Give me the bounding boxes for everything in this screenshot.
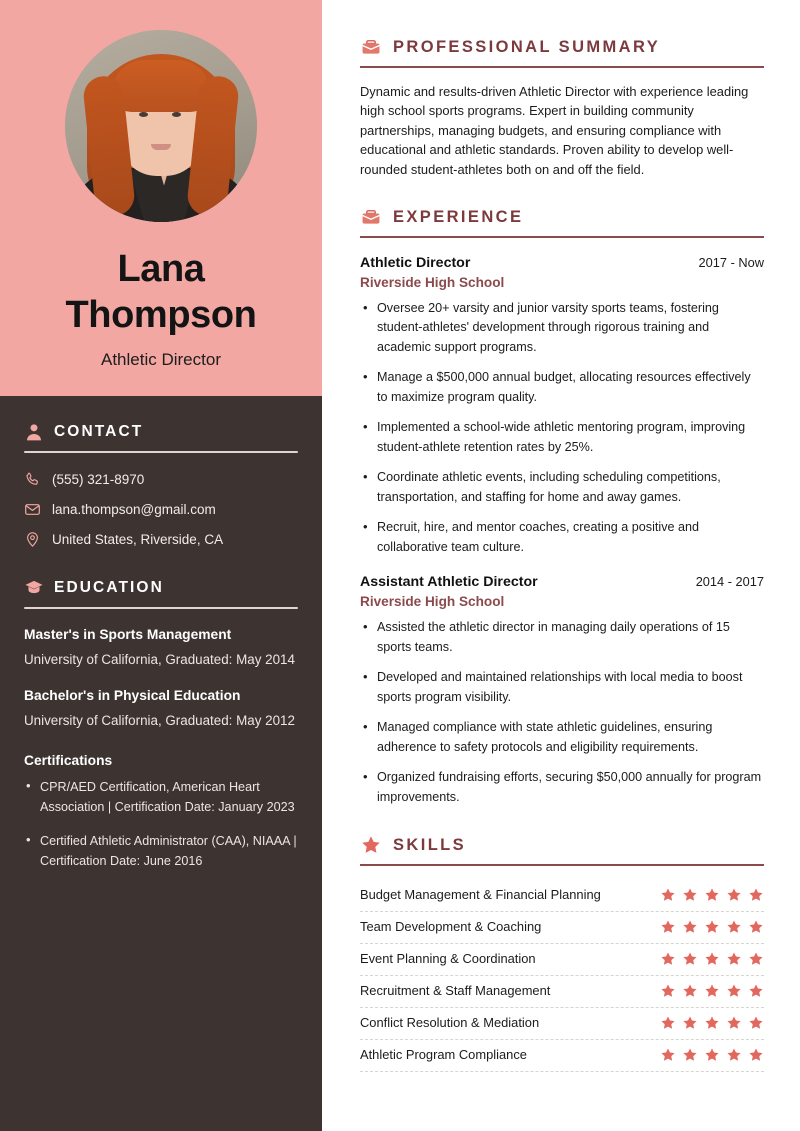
education-section — [24, 578, 298, 871]
skill-row — [360, 944, 764, 976]
briefcase-icon — [360, 206, 382, 228]
rating-star-icon — [748, 1015, 764, 1031]
job-bullet: • Oversee 20+ varsity and junior varsity sports teams, fostering student-athletes' development through rigorous training and academic support programs. — [360, 299, 764, 358]
job-bullet: • Assisted the athletic director in managing daily operations of 15 sports teams. — [360, 618, 764, 657]
experience-job — [360, 574, 764, 807]
contact-item-email[interactable] — [24, 501, 298, 518]
rating-star-icon — [704, 951, 720, 967]
rating-star-icon — [726, 1015, 742, 1031]
skill-name: Recruitment & Staff Management — [360, 983, 551, 999]
job-company: Riverside High School — [360, 274, 505, 290]
rating-star-icon — [704, 887, 720, 903]
skill-row — [360, 976, 764, 1008]
skill-row — [360, 1040, 764, 1072]
rating-star-icon — [682, 919, 698, 935]
rating-star-icon — [726, 887, 742, 903]
rating-star-icon — [660, 887, 676, 903]
rating-star-icon — [726, 951, 742, 967]
skill-row — [360, 1008, 764, 1040]
skills-section — [360, 834, 764, 1072]
certification-item: • CPR/AED Certification, American Heart Association | Certification Date: January 2023 — [24, 777, 298, 817]
job-role: Assistant Athletic Director — [360, 574, 538, 591]
certification-item: • Certified Athletic Administrator (CAA), NIAAA | Certification Date: June 2016 — [24, 831, 298, 871]
contact-section-title: CONTACT — [54, 423, 144, 440]
rating-star-icon — [704, 983, 720, 999]
skill-rating — [660, 1047, 764, 1063]
rating-star-icon — [748, 951, 764, 967]
main-column — [322, 0, 800, 1131]
rating-star-icon — [682, 887, 698, 903]
certifications-list — [24, 777, 298, 871]
location-pin-icon — [24, 531, 41, 548]
graduation-cap-icon — [24, 578, 44, 598]
experience-job — [360, 255, 764, 558]
summary-section-title: PROFESSIONAL SUMMARY — [393, 37, 661, 56]
rating-star-icon — [748, 887, 764, 903]
rating-star-icon — [726, 983, 742, 999]
briefcase-icon — [360, 36, 382, 58]
professional-summary-section — [360, 36, 764, 179]
skills-section-title: SKILLS — [393, 835, 467, 854]
education-meta: University of California, Graduated: May 2012 — [24, 713, 295, 728]
certifications-title: Certifications — [24, 753, 113, 768]
summary-divider — [360, 66, 764, 68]
rating-star-icon — [748, 983, 764, 999]
education-divider — [24, 607, 298, 609]
job-bullets — [360, 618, 764, 807]
rating-star-icon — [748, 1047, 764, 1063]
contact-section — [24, 422, 298, 548]
rating-star-icon — [682, 983, 698, 999]
experience-section-title: EXPERIENCE — [393, 207, 524, 226]
job-company: Riverside High School — [360, 594, 505, 610]
avatar-hair-front — [112, 60, 210, 112]
job-role: Athletic Director — [360, 254, 471, 271]
candidate-last-name: Thompson — [65, 294, 257, 336]
rating-star-icon — [682, 951, 698, 967]
job-bullet: • Coordinate athletic events, including scheduling competitions, transportation, and staffing for home and away games. — [360, 468, 764, 507]
star-icon — [360, 834, 382, 856]
contact-phone-value: (555) 321-8970 — [52, 472, 145, 487]
contact-item-location[interactable] — [24, 531, 298, 548]
contact-section-header — [24, 422, 298, 442]
skill-row — [360, 880, 764, 912]
skill-rating — [660, 951, 764, 967]
education-section-title: EDUCATION — [54, 579, 164, 596]
job-bullet: • Implemented a school-wide athletic mentoring program, improving student-athlete retention rates by 25%. — [360, 418, 764, 457]
job-dates: 2014 - 2017 — [695, 574, 764, 590]
skill-name: Event Planning & Coordination — [360, 951, 536, 967]
candidate-job-title: Athletic Director — [101, 350, 221, 369]
rating-star-icon — [726, 919, 742, 935]
candidate-first-name: Lana — [117, 248, 205, 290]
avatar-eye-left — [139, 112, 148, 117]
rating-star-icon — [704, 1047, 720, 1063]
education-entry — [24, 687, 298, 731]
skills-divider — [360, 864, 764, 866]
avatar-mouth — [151, 144, 171, 150]
skill-rating — [660, 983, 764, 999]
job-bullet: • Developed and maintained relationships with local media to boost sports program visibility. — [360, 668, 764, 707]
job-header-row — [360, 574, 764, 590]
sidebar-body — [0, 396, 322, 1131]
skill-name: Athletic Program Compliance — [360, 1047, 527, 1063]
rating-star-icon — [660, 1015, 676, 1031]
envelope-icon — [24, 501, 41, 518]
skill-rating — [660, 919, 764, 935]
candidate-name — [66, 246, 257, 338]
skill-rating — [660, 1015, 764, 1031]
education-meta: University of California, Graduated: May 2014 — [24, 652, 295, 667]
rating-star-icon — [660, 1047, 676, 1063]
rating-star-icon — [682, 1015, 698, 1031]
avatar — [65, 30, 257, 222]
rating-star-icon — [748, 919, 764, 935]
rating-star-icon — [660, 951, 676, 967]
experience-divider — [360, 236, 764, 238]
contact-email-value: lana.thompson@gmail.com — [52, 502, 216, 517]
skills-section-header — [360, 834, 764, 856]
sidebar-header — [0, 0, 322, 396]
job-bullet: • Recruit, hire, and mentor coaches, creating a positive and collaborative team culture. — [360, 518, 764, 557]
skill-row — [360, 912, 764, 944]
skill-name: Conflict Resolution & Mediation — [360, 1015, 540, 1031]
contact-item-phone[interactable] — [24, 471, 298, 488]
job-dates: 2017 - Now — [698, 254, 764, 270]
skill-rating — [660, 887, 764, 903]
experience-section-header — [360, 206, 764, 228]
sidebar — [0, 0, 322, 1131]
skill-name: Team Development & Coaching — [360, 919, 542, 935]
contact-list — [24, 471, 298, 548]
skill-name: Budget Management & Financial Planning — [360, 887, 601, 903]
avatar-eye-right — [172, 112, 181, 117]
education-section-header — [24, 578, 298, 598]
skills-list — [360, 880, 764, 1072]
contact-location-value: United States, Riverside, CA — [52, 532, 224, 547]
rating-star-icon — [726, 1047, 742, 1063]
summary-text: Dynamic and results-driven Athletic Director with experience leading high school sports programs. Expert in building community partnerships, managing budgets, and ensuring compliance with educational and athletic standards. Proven ability to develop well-rounded student-athletes both on and off the field. — [360, 83, 749, 177]
job-bullet: • Manage a $500,000 annual budget, allocating resources effectively to maximize program quality. — [360, 368, 764, 407]
education-entry — [24, 626, 298, 670]
education-degree: Master's in Sports Management — [24, 627, 232, 642]
rating-star-icon — [660, 983, 676, 999]
phone-icon — [24, 471, 41, 488]
rating-star-icon — [704, 1015, 720, 1031]
job-header-row — [360, 255, 764, 271]
job-bullets — [360, 299, 764, 558]
education-degree: Bachelor's in Physical Education — [24, 688, 241, 703]
rating-star-icon — [660, 919, 676, 935]
person-icon — [24, 422, 44, 442]
job-bullet: • Organized fundraising efforts, securing $50,000 annually for program improvements. — [360, 768, 764, 807]
job-bullet: • Managed compliance with state athletic guidelines, ensuring adherence to safety protocols and eligibility requirements. — [360, 718, 764, 757]
rating-star-icon — [682, 1047, 698, 1063]
contact-divider — [24, 451, 298, 453]
rating-star-icon — [704, 919, 720, 935]
summary-section-header — [360, 36, 764, 58]
experience-section — [360, 206, 764, 807]
